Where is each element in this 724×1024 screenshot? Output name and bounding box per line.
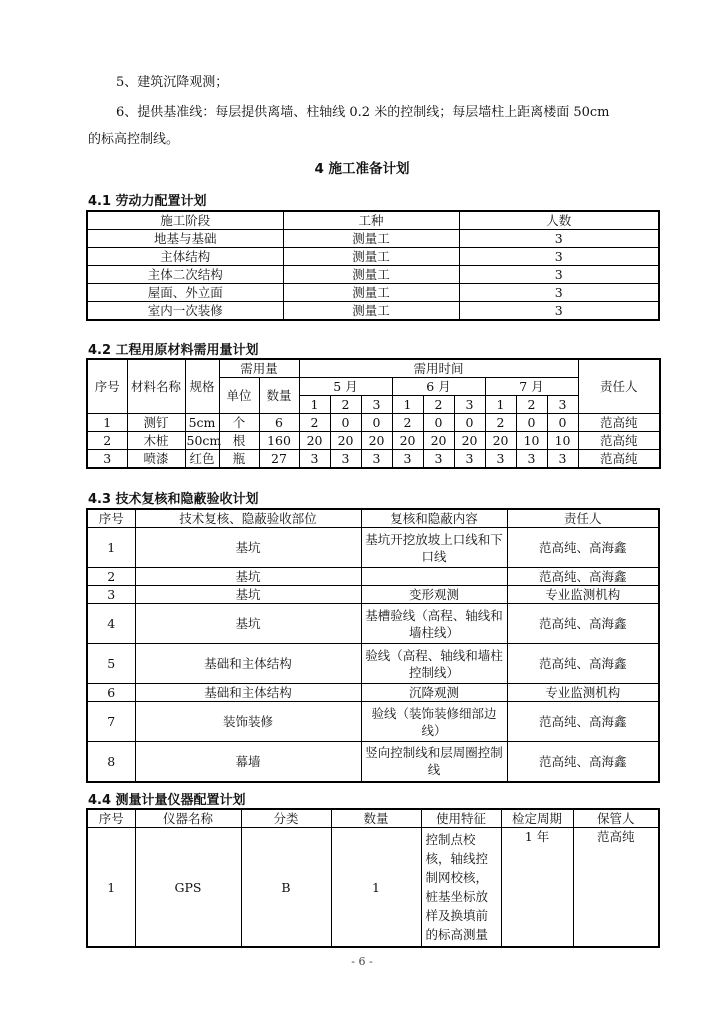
cell: 竖向控制线和层周圈控制线 xyxy=(361,742,507,782)
table-header-row xyxy=(87,809,659,828)
cell: 27 xyxy=(259,450,299,469)
cell: 验线（高程、轴线和墙柱控制线） xyxy=(361,644,507,684)
cell: 3 xyxy=(392,450,423,469)
cell: B xyxy=(241,828,331,948)
cell: 个 xyxy=(219,414,259,432)
inspection-table xyxy=(86,508,660,783)
table-row xyxy=(87,302,659,321)
cell: 3 xyxy=(459,302,659,321)
cell: 10 xyxy=(516,432,547,450)
cell: 基坑 xyxy=(135,528,361,568)
header-cell: 责任人 xyxy=(578,359,660,414)
cell: 10 xyxy=(547,432,578,450)
cell: 范高纯、高海鑫 xyxy=(507,568,659,586)
cell: 屋面、外立面 xyxy=(87,284,283,302)
cell: 3 xyxy=(299,450,330,469)
header-cell: 检定周期 xyxy=(501,809,573,828)
cell: 3 xyxy=(547,450,578,469)
cell: 20 xyxy=(485,432,516,450)
cell: 3 xyxy=(361,450,392,469)
header-cell: 数量 xyxy=(259,378,299,414)
labor-table xyxy=(86,210,660,321)
cell: 2 xyxy=(87,568,135,586)
table-row xyxy=(87,568,659,586)
table-row xyxy=(87,702,659,742)
header-cell: 3 xyxy=(547,396,578,414)
cell: 范高纯 xyxy=(573,828,659,948)
header-cell: 5 月 xyxy=(299,378,392,396)
cell: 主体二次结构 xyxy=(87,266,283,284)
cell: 20 xyxy=(454,432,485,450)
cell: 3 xyxy=(87,586,135,604)
cell: 专业监测机构 xyxy=(507,586,659,604)
cell: 范高纯 xyxy=(578,450,660,469)
cell: 基础和主体结构 xyxy=(135,644,361,684)
cell: 0 xyxy=(423,414,454,432)
cell: 3 xyxy=(516,450,547,469)
header-cell: 施工阶段 xyxy=(87,211,283,230)
table-row xyxy=(87,266,659,284)
cell: 4 xyxy=(87,604,135,644)
table-row xyxy=(87,644,659,684)
cell: 范高纯、高海鑫 xyxy=(507,702,659,742)
cell: 室内一次装修 xyxy=(87,302,283,321)
cell: 幕墙 xyxy=(135,742,361,782)
cell: 测量工 xyxy=(283,284,459,302)
header-cell: 责任人 xyxy=(507,509,659,528)
cell: GPS xyxy=(135,828,241,948)
intro-line-2: 6、提供基准线：每层提供离墙、柱轴线 0.2 米的控制线；每层墙柱上距离楼面 50cm xyxy=(116,105,610,120)
cell: 6 xyxy=(87,684,135,702)
table-row xyxy=(87,230,659,248)
cell: 基槽验线（高程、轴线和墙柱线） xyxy=(361,604,507,644)
header-cell: 数量 xyxy=(331,809,421,828)
cell: 5cm xyxy=(185,414,219,432)
cell: 基坑 xyxy=(135,586,361,604)
cell: 3 xyxy=(454,450,485,469)
page-number: - 6 - xyxy=(351,955,373,968)
cell: 变形观测 xyxy=(361,586,507,604)
cell: 20 xyxy=(299,432,330,450)
header-cell: 单位 xyxy=(219,378,259,414)
cell: 0 xyxy=(516,414,547,432)
header-cell: 2 xyxy=(516,396,547,414)
section-4-3-title: 4.3 技术复核和隐蔽验收计划 xyxy=(88,492,259,507)
cell: 根 xyxy=(219,432,259,450)
cell: 范高纯、高海鑫 xyxy=(507,528,659,568)
cell: 测量工 xyxy=(283,302,459,321)
cell: 基坑开挖放坡上口线和下口线 xyxy=(361,528,507,568)
cell: 2 xyxy=(485,414,516,432)
cell: 3 xyxy=(485,450,516,469)
header-cell: 3 xyxy=(454,396,485,414)
cell: 测量工 xyxy=(283,230,459,248)
cell: 20 xyxy=(392,432,423,450)
cell: 6 xyxy=(259,414,299,432)
header-cell: 人数 xyxy=(459,211,659,230)
cell: 瓶 xyxy=(219,450,259,469)
cell: 0 xyxy=(454,414,485,432)
cell: 范高纯、高海鑫 xyxy=(507,644,659,684)
cell: 1 xyxy=(87,828,135,948)
instruments-table xyxy=(86,808,660,948)
cell: 20 xyxy=(330,432,361,450)
cell: 基坑 xyxy=(135,568,361,586)
table-row xyxy=(87,604,659,644)
cell: 3 xyxy=(459,230,659,248)
table-row xyxy=(87,248,659,266)
header-cell: 工种 xyxy=(283,211,459,230)
table-header-row xyxy=(87,359,660,378)
table-row xyxy=(87,684,659,702)
cell: 范高纯 xyxy=(578,414,660,432)
cell: 1 xyxy=(87,528,135,568)
cell: 3 xyxy=(459,248,659,266)
cell: 3 xyxy=(330,450,361,469)
cell: 20 xyxy=(423,432,454,450)
cell: 1 xyxy=(331,828,421,948)
cell: 喷漆 xyxy=(127,450,185,469)
cell: 测量工 xyxy=(283,248,459,266)
cell: 范高纯、高海鑫 xyxy=(507,604,659,644)
cell: 2 xyxy=(392,414,423,432)
header-cell: 序号 xyxy=(87,809,135,828)
header-cell: 序号 xyxy=(87,359,127,414)
table-row xyxy=(87,742,659,782)
cell: 范高纯、高海鑫 xyxy=(507,742,659,782)
cell: 2 xyxy=(87,432,127,450)
cell: 主体结构 xyxy=(87,248,283,266)
cell: 红色 xyxy=(185,450,219,469)
cell: 50cm xyxy=(186,433,222,448)
cell: 装饰装修 xyxy=(135,702,361,742)
section-4-1-title: 4.1 劳动力配置计划 xyxy=(88,194,207,209)
section-4-2-title: 4.2 工程用原材料需用量计划 xyxy=(88,343,259,358)
header-cell: 保管人 xyxy=(573,809,659,828)
cell xyxy=(361,568,507,586)
cell: 0 xyxy=(547,414,578,432)
intro-line-3: 的标高控制线。 xyxy=(88,132,180,147)
cell: 沉降观测 xyxy=(361,684,507,702)
section-4-4-title: 4.4 测量计量仪器配置计划 xyxy=(88,793,246,808)
cell: 3 xyxy=(87,450,127,469)
cell: 范高纯 xyxy=(578,432,660,450)
cell: 测量工 xyxy=(283,266,459,284)
table-row xyxy=(87,432,660,450)
header-cell: 技术复核、隐蔽验收部位 xyxy=(135,509,361,528)
cell: 测钉 xyxy=(127,414,185,432)
table-header-row xyxy=(87,211,659,230)
cell: 木桩 xyxy=(127,432,185,450)
cell: 2 xyxy=(299,414,330,432)
header-cell: 6 月 xyxy=(392,378,485,396)
cell: 专业监测机构 xyxy=(507,684,659,702)
cell: 20 xyxy=(361,432,392,450)
header-cell: 材料名称 xyxy=(127,359,185,414)
cell: 3 xyxy=(459,266,659,284)
header-cell: 需用量 xyxy=(219,359,299,378)
table-row xyxy=(87,414,660,432)
header-cell: 使用特征 xyxy=(421,809,501,828)
chapter-title: 4 施工准备计划 xyxy=(314,161,410,177)
table-row xyxy=(87,828,659,948)
header-cell: 3 xyxy=(361,396,392,414)
header-cell: 1 xyxy=(485,396,516,414)
cell: 控制点校核，轴线控制网校核，桩基坐标放样及换填前的标高测量 xyxy=(421,828,501,948)
cell: 5 xyxy=(87,644,135,684)
cell: 8 xyxy=(87,742,135,782)
cell: 基础和主体结构 xyxy=(135,684,361,702)
cell: 160 xyxy=(259,432,299,450)
header-cell: 规格 xyxy=(185,359,219,414)
cell: 1 年 xyxy=(501,828,573,948)
cell: 验线（装饰装修细部边线） xyxy=(361,702,507,742)
intro-line-1: 5、建筑沉降观测； xyxy=(116,75,229,90)
header-cell: 序号 xyxy=(87,509,135,528)
cell: 3 xyxy=(459,284,659,302)
materials-table xyxy=(86,358,661,469)
header-cell: 7 月 xyxy=(485,378,578,396)
cell: 7 xyxy=(87,702,135,742)
table-row xyxy=(87,528,659,568)
table-header-row xyxy=(87,509,659,528)
header-cell: 分类 xyxy=(241,809,331,828)
table-row xyxy=(87,586,659,604)
cell: 0 xyxy=(361,414,392,432)
cell: 地基与基础 xyxy=(87,230,283,248)
header-cell: 2 xyxy=(423,396,454,414)
cell: 1 xyxy=(87,414,127,432)
header-cell: 1 xyxy=(299,396,330,414)
header-cell: 1 xyxy=(392,396,423,414)
header-cell: 需用时间 xyxy=(299,359,578,378)
cell: 基坑 xyxy=(135,604,361,644)
header-cell: 复核和隐蔽内容 xyxy=(361,509,507,528)
header-cell: 2 xyxy=(330,396,361,414)
cell: 0 xyxy=(330,414,361,432)
header-cell: 仪器名称 xyxy=(135,809,241,828)
table-row xyxy=(87,450,660,469)
table-row xyxy=(87,284,659,302)
cell: 3 xyxy=(423,450,454,469)
